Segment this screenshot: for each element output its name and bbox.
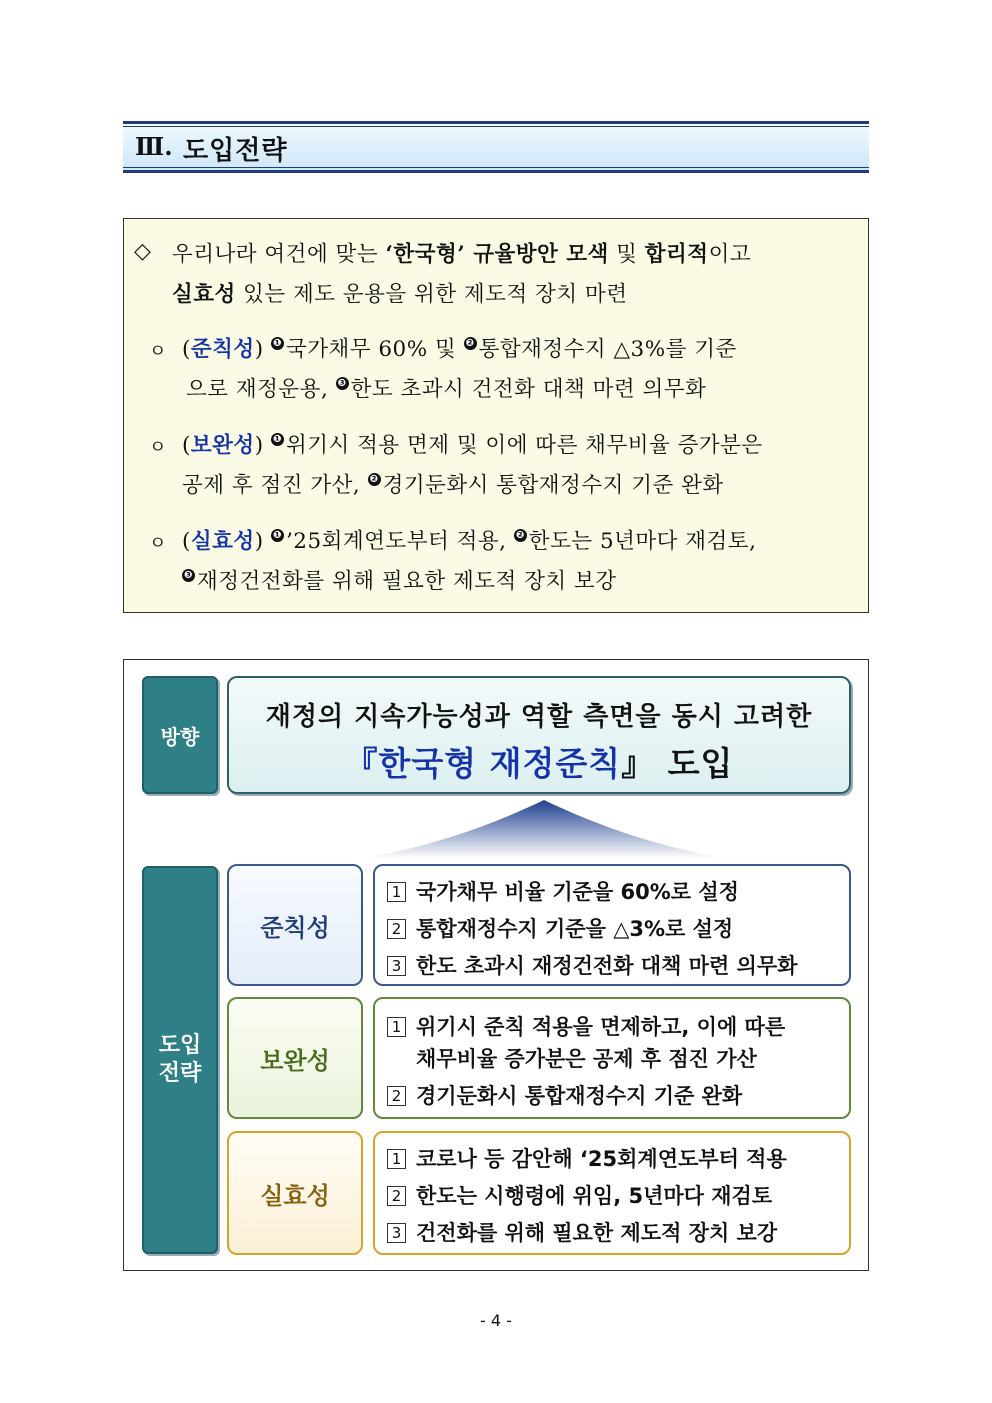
point-3-line-2: ❸ 재정건전화를 위해 필요한 제도적 장치 보강 — [182, 564, 617, 595]
section-title: 도입전략 — [183, 136, 288, 166]
direction-line-2: 『한국형 재정준칙』 도입 — [344, 744, 734, 783]
header-rule-top — [123, 121, 869, 124]
intro-line-2: 실효성 있는 제도 운용을 위한 제도적 장치 마련 — [172, 282, 628, 307]
header-rule-bottom — [123, 170, 869, 173]
detail-conformity — [373, 864, 851, 986]
point-3-line-1: (실효성) ❶ ’25회계연도부터 적용, ❷ 한도는 5년마다 재검토, — [182, 529, 757, 554]
point-bullet: ㅇ — [149, 437, 167, 458]
summary-box — [123, 218, 869, 613]
section-number: Ⅲ. — [135, 132, 173, 161]
num-1-icon: ❶ — [271, 433, 284, 446]
list-item: 2 한도는 시행령에 위임, 5년마다 재검토 — [387, 1180, 772, 1210]
strategy-label: 도입 전략 — [142, 866, 218, 1254]
strategy-diagram — [123, 659, 869, 1271]
num-2-icon: ❷ — [514, 529, 527, 542]
section-header — [123, 121, 869, 173]
num-2-icon: ❷ — [464, 337, 477, 350]
list-item: 1 위기시 준칙 적용을 면제하고, 이에 따른 — [387, 1011, 785, 1041]
point-2-line-2: 공제 후 점진 가산, ❷ 경기둔화시 통합재정수지 기준 완화 — [182, 473, 724, 498]
page-number: - 4 - — [480, 1311, 512, 1330]
list-item: 2 통합재정수지 기준을 △3%로 설정 — [387, 913, 733, 943]
diamond-bullet: ◇ — [134, 239, 152, 264]
point-bullet: ㅇ — [149, 533, 167, 554]
category-supplement: 보완성 — [227, 997, 363, 1119]
up-arrow-icon — [344, 796, 744, 860]
num-1-icon: ❶ — [271, 529, 284, 542]
list-item: 2 경기둔화시 통합재정수지 기준 완화 — [387, 1080, 742, 1110]
list-item-continued: 채무비율 증가분은 공제 후 점진 가산 — [416, 1047, 757, 1071]
direction-line-1: 재정의 지속가능성과 역할 측면을 동시 고려한 — [265, 702, 813, 732]
list-item: 1 코로나 등 감안해 ‘25회계연도부터 적용 — [387, 1143, 787, 1173]
list-item: 3 건전화를 위해 필요한 제도적 장치 보강 — [387, 1217, 777, 1247]
num-2-icon: ❷ — [368, 473, 381, 486]
list-item: 3 한도 초과시 재정건전화 대책 마련 의무화 — [387, 950, 797, 980]
point-bullet: ㅇ — [149, 341, 167, 362]
num-3-icon: ❸ — [182, 569, 195, 582]
detail-effectiveness — [373, 1131, 851, 1255]
category-conformity: 준칙성 — [227, 864, 363, 986]
intro-line-1: 우리나라 여건에 맞는 ‘한국형’ 규율방안 모색 및 합리적이고 — [172, 242, 752, 267]
point-2-line-1: (보완성) ❶ 위기시 적용 면제 및 이에 따른 채무비율 증가분은 — [182, 433, 763, 458]
num-3-icon: ❸ — [336, 377, 349, 390]
header-rule-top-thin — [123, 126, 869, 127]
direction-label: 방향 — [142, 676, 218, 794]
list-item: 1 국가채무 비율 기준을 60%로 설정 — [387, 876, 739, 906]
point-1-line-2: 으로 재정운용, ❸ 한도 초과시 건전화 대책 마련 의무화 — [186, 377, 707, 402]
num-1-icon: ❶ — [271, 337, 284, 350]
point-1-line-1: (준칙성) ❶ 국가채무 60% 및 ❷ 통합재정수지 △3%를 기준 — [182, 337, 737, 362]
header-rule-bottom-thin — [123, 167, 869, 168]
detail-supplement — [373, 997, 851, 1119]
category-effectiveness: 실효성 — [227, 1131, 363, 1255]
direction-box — [227, 676, 851, 794]
